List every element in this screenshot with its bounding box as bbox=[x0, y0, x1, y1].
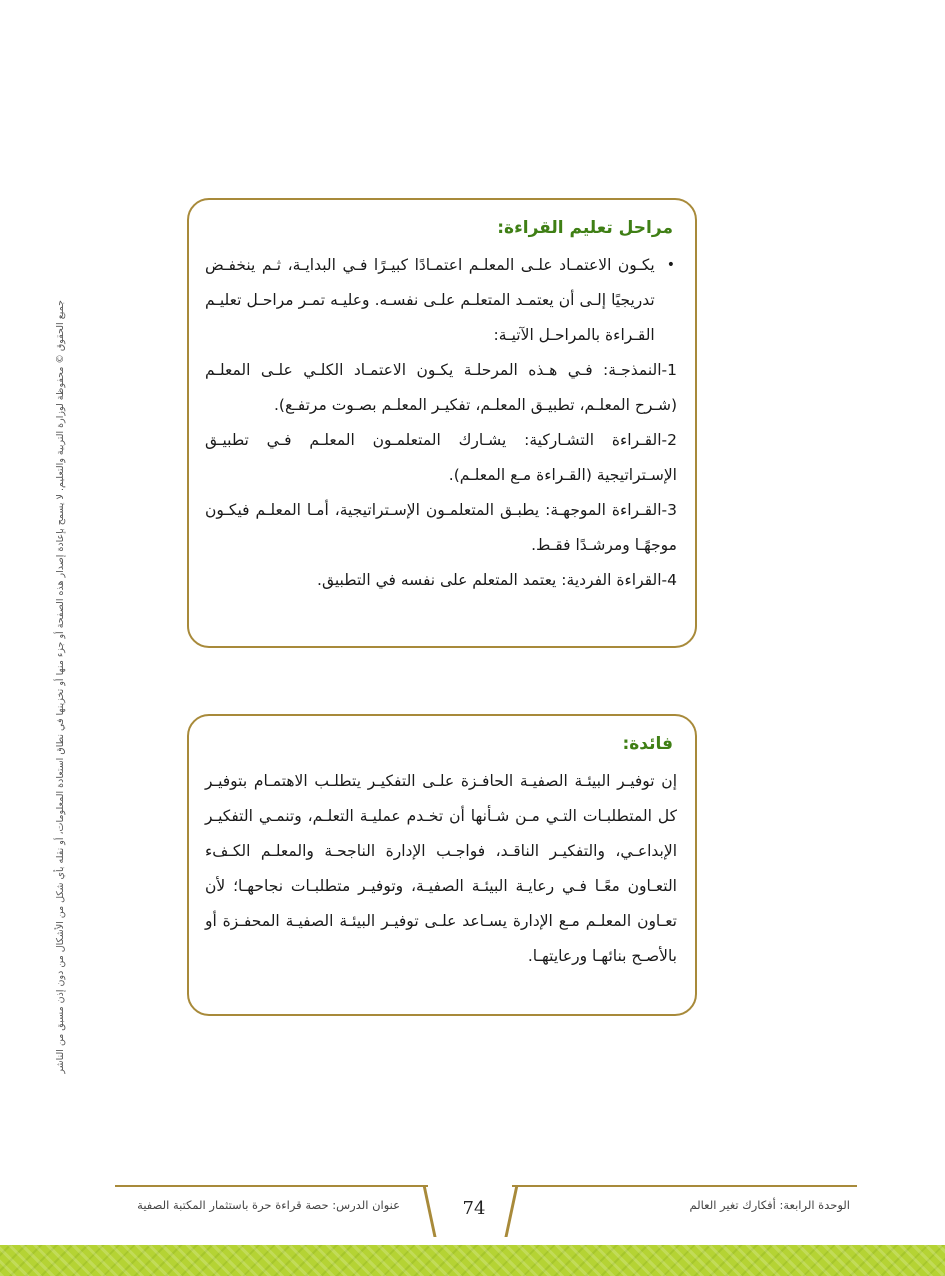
step-shared-reading: 2-القـراءة التشـاركية: يشـارك المتعلمـون المعلـم فـي تطبيـق الإسـتراتيجية (القـراءة مـع المعلـم). bbox=[205, 431, 677, 484]
decorative-bottom-band bbox=[0, 1245, 945, 1276]
footer-divider-right bbox=[512, 1185, 857, 1187]
step-independent-reading: 4-القراءة الفردية: يعتمد المتعلم على نفسه في التطبيق. bbox=[317, 571, 677, 589]
step-modeling: 1-النمذجـة: فـي هـذه المرحلـة يكـون الاعتمـاد الكلـي علـى المعلـم (شـرح المعلـم، تطبيـق المعلـم، تفكيـر المعلـم بصـوت مرتفـع). bbox=[205, 361, 677, 414]
benefit-title: فائدة: bbox=[622, 734, 673, 754]
unit-title: الوحدة الرابعة: أفكارك تغير العالم bbox=[689, 1198, 850, 1212]
intro-bullet-text: يكـون الاعتمـاد علـى المعلـم اعتمـادًا كبيـرًا فـي البدايـة، ثـم ينخفـض تدريجيًا إلـى أن يعتمـد المتعلـم علـى نفسـه. وعليـه تمـر مراحـل تعليـم القـراءة بالمراحـل الآتيـة: bbox=[205, 256, 655, 344]
benefit-text: إن توفيـر البيئـة الصفيـة الحافـزة علـى التفكيـر يتطلـب الاهتمـام بتوفيـر كل المتطلبـات التـي مـن شـأنها أن تخـدم عمليـة التعلـم، وتنمـي التفكيـر الإبداعـي، والتفكيـر الناقـد، فواجـب الإدارة الناجحـة والمعلـم الكـفء التعـاون معًـا فـي رعايـة البيئـة الصفيـة، وتوفيـر متطلبـات نجاحهـا؛ لأن تعـاون المعلـم مـع الإدارة يسـاعد علـى توفيـر البيئـة الصفيـة المحفـزة أو بالأصـح بنائهـا ورعايتهـا. bbox=[205, 772, 677, 965]
footer-divider-left bbox=[115, 1185, 428, 1187]
lesson-title: عنوان الدرس: حصة قراءة حرة باستثمار المكتبة الصفية bbox=[137, 1198, 400, 1212]
page-number: 74 bbox=[462, 1198, 486, 1219]
intro-bullet bbox=[205, 248, 677, 353]
page-tab-left-edge bbox=[422, 1185, 436, 1237]
reading-stages-box bbox=[187, 198, 697, 648]
step-guided-reading: 3-القـراءة الموجهـة: يطبـق المتعلمـون الإسـتراتيجية، أمـا المعلـم فيكـون موجهًـا ومرشـدًا فقـط. bbox=[205, 501, 677, 554]
bullet-dot-icon: • bbox=[666, 257, 675, 273]
copyright-side-note: جميع الحقوق © محفوظة لوزارة التربية والتعليم. لا يسمح بإعادة إصدار هذه الصفحة أو جزء منها أو تخزينها في نطاق استعادة المعلومات، أو نقله بأي شكل من الأشكال من دون إذن مسبق من الناشر bbox=[55, 300, 66, 1074]
benefit-box bbox=[187, 714, 697, 1016]
reading-stages-title: مراحل تعليم القراءة: bbox=[497, 218, 673, 238]
